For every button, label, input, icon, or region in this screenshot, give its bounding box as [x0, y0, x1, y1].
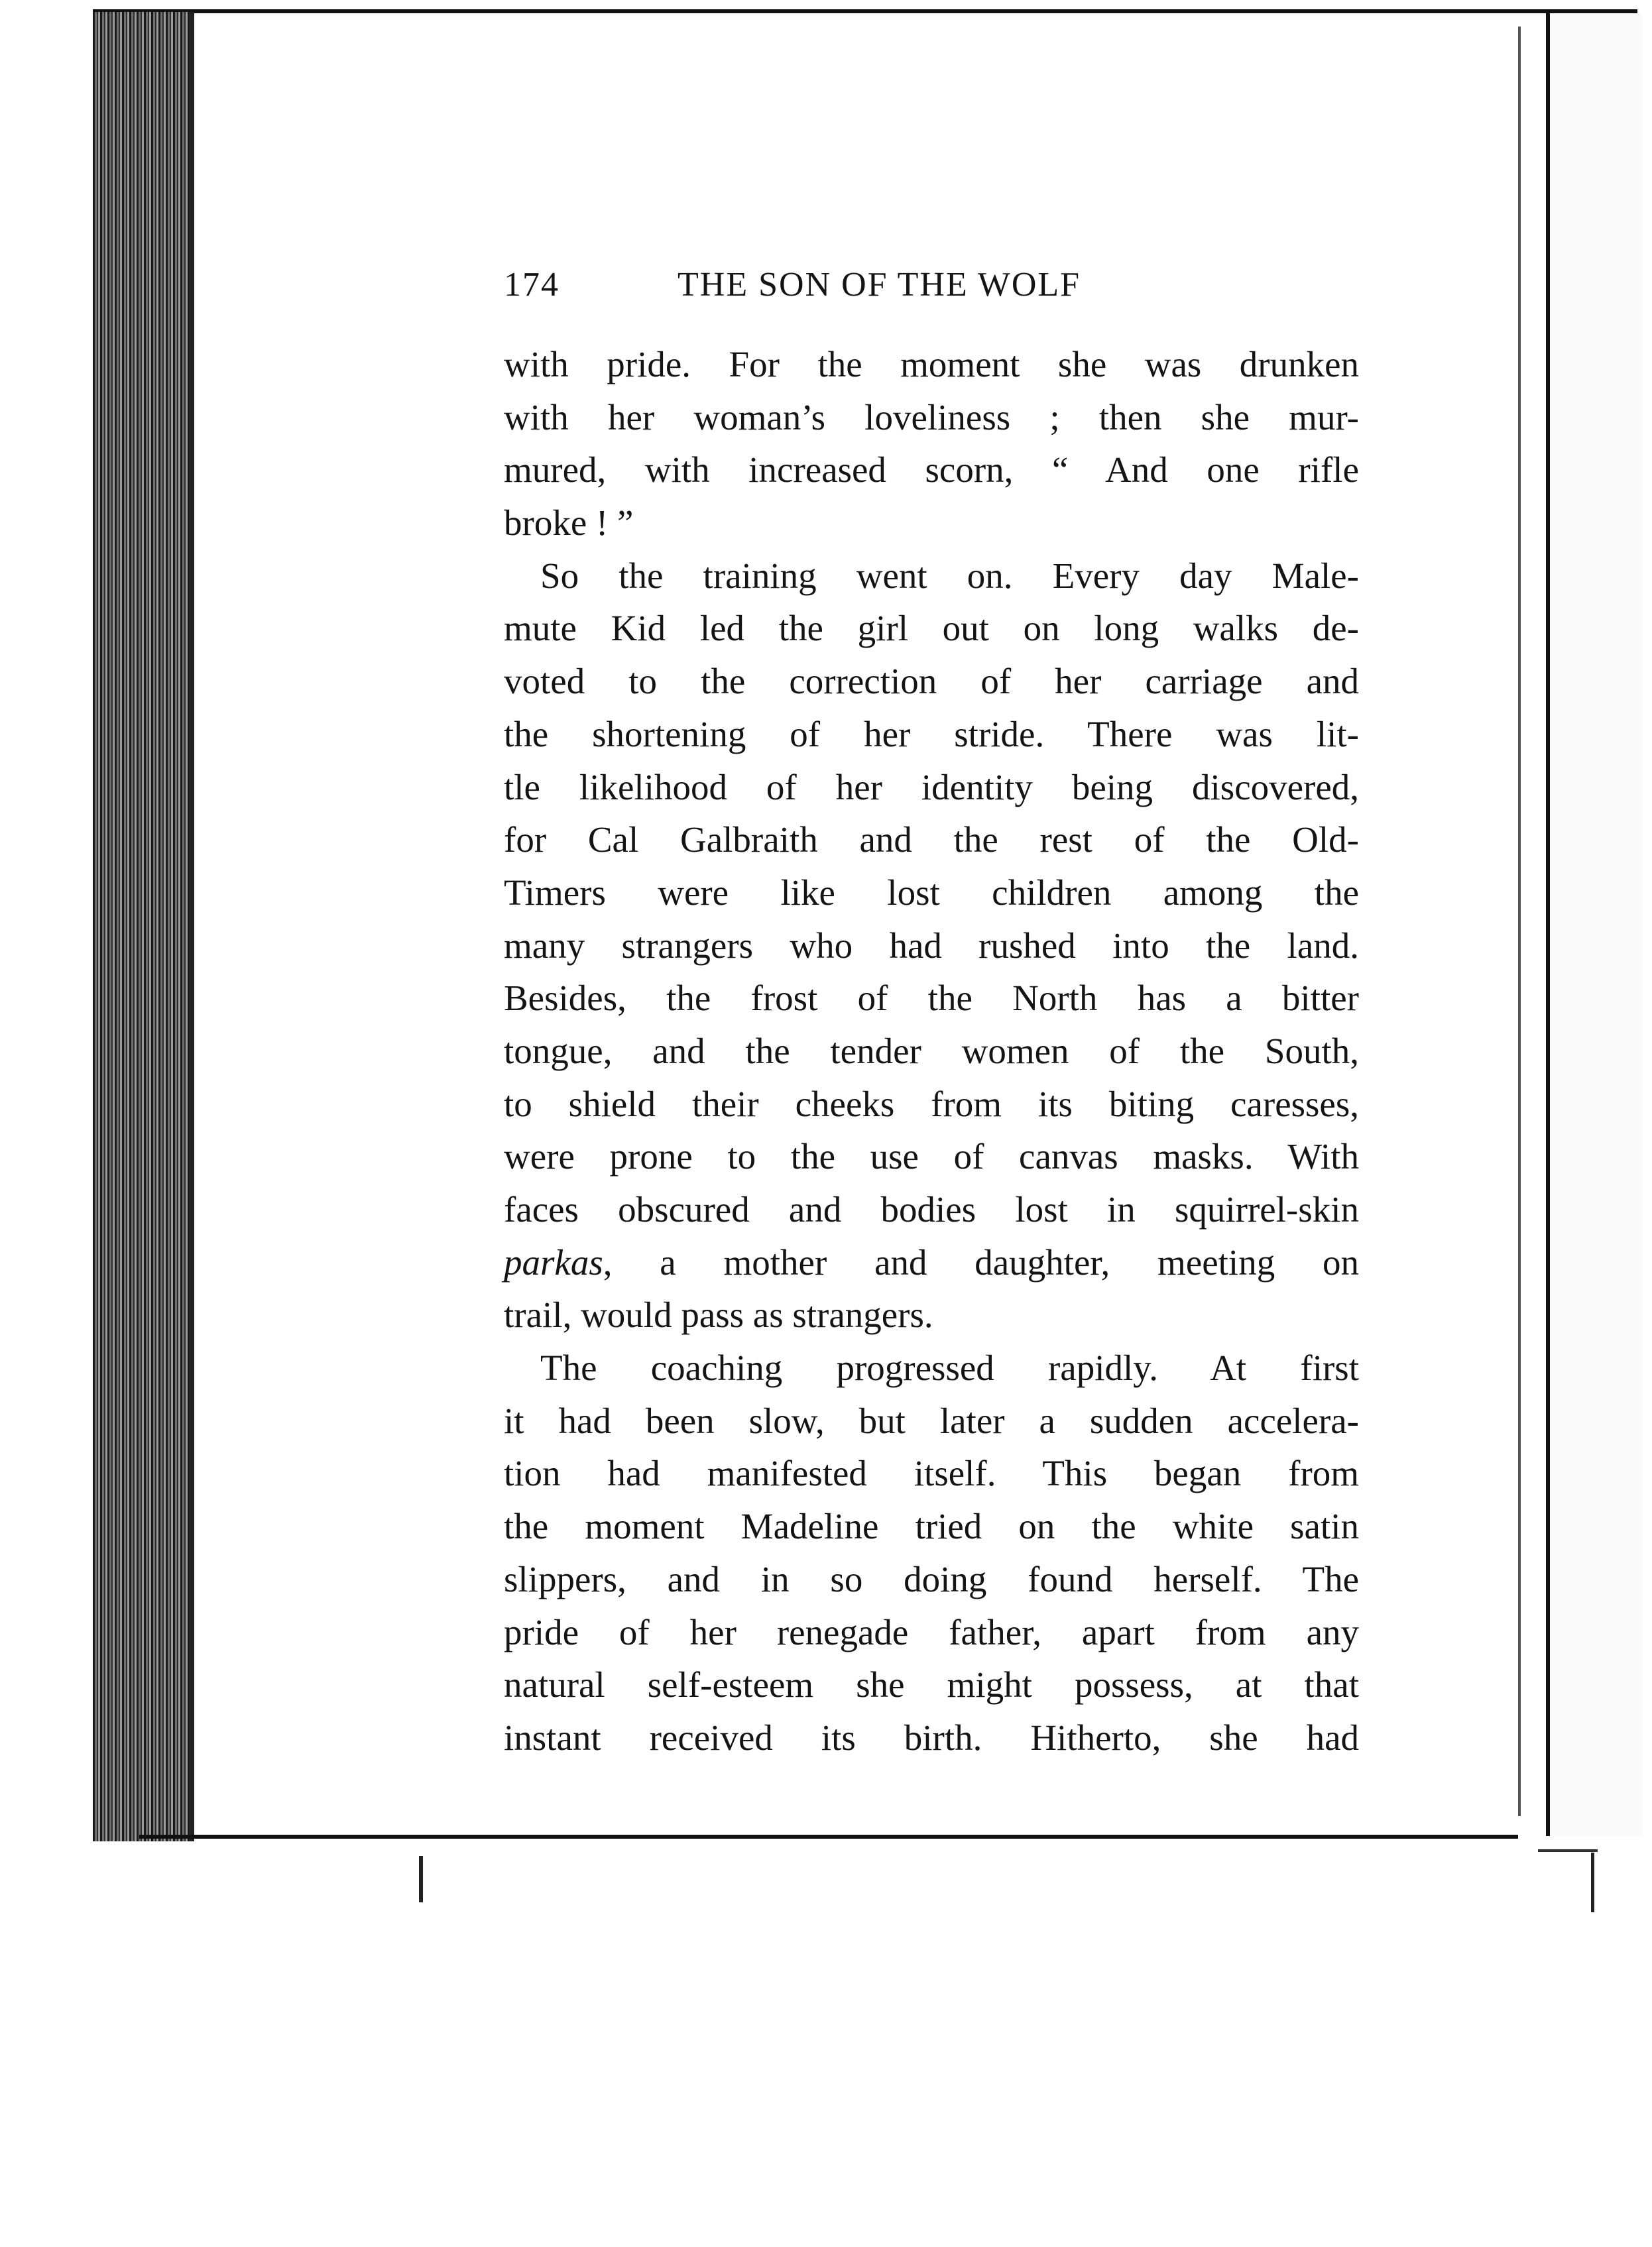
right-page-inner-edge	[1518, 27, 1521, 1816]
text-line: it had been slow, but later a sudden accelera-	[504, 1400, 1359, 1441]
text-line: faces obscured and bodies lost in squirrel-skin	[504, 1189, 1359, 1230]
text-line: the shortening of her stride. There was lit-	[504, 713, 1359, 754]
text-line: Timers were like lost children among the	[504, 872, 1359, 913]
text-line: Besides, the frost of the North has a bitter	[504, 978, 1359, 1019]
scan-artifact-mark	[1591, 1853, 1594, 1912]
text-line: tle likelihood of her identity being discovered,	[504, 766, 1359, 807]
text-line: for Cal Galbraith and the rest of the Old-	[504, 819, 1359, 860]
text-line: mute Kid led the girl out on long walks de-	[504, 608, 1359, 649]
text-line: So the training went on. Every day Male-	[540, 555, 1359, 596]
scan-artifact-mark	[419, 1856, 423, 1902]
text-line: natural self-esteem she might possess, at that	[504, 1664, 1359, 1705]
text-line: to shield their cheeks from its biting caresses,	[504, 1083, 1359, 1124]
text-line: tion had manifested itself. This began from	[504, 1453, 1359, 1494]
text-line: were prone to the use of canvas masks. With	[504, 1136, 1359, 1177]
text-line: with her woman’s loveliness ; then she mur-	[504, 396, 1359, 437]
gutter-shadow	[189, 12, 194, 1841]
text-line: mured, with increased scorn, “ And one rifle	[504, 449, 1359, 490]
body-text	[504, 338, 1359, 1764]
text-line: many strangers who had rushed into the land.	[504, 925, 1359, 966]
italic-word: parkas	[504, 1241, 603, 1283]
text-line: pride of her renegade father, apart from any	[504, 1611, 1359, 1652]
page-top-border	[93, 9, 1637, 13]
page-number: 174	[504, 266, 560, 304]
page-bottom-border	[139, 1835, 1518, 1839]
facing-page-strip	[1550, 13, 1643, 1836]
book-page-edges	[93, 12, 192, 1841]
scan-artifact-mark	[1538, 1849, 1598, 1852]
text-line: the moment Madeline tried on the white satin	[504, 1506, 1359, 1547]
text-line: slippers, and in so doing found herself. The	[504, 1558, 1359, 1599]
text-line: instant received its birth. Hitherto, she had	[504, 1717, 1359, 1758]
text-line: broke ! ”	[504, 502, 634, 544]
text-line: voted to the correction of her carriage and	[504, 661, 1359, 702]
running-title: THE SON OF THE WOLF	[678, 266, 1081, 304]
text-line: with pride. For the moment she was drunken	[504, 344, 1359, 384]
text-line: The coaching progressed rapidly. At first	[540, 1348, 1359, 1389]
text-line: tongue, and the tender women of the South,	[504, 1030, 1359, 1071]
running-head	[504, 265, 1359, 312]
text-line-rest: , a mother and daughter, meeting on	[603, 1241, 1359, 1283]
text-line: trail, would pass as strangers.	[504, 1295, 933, 1336]
text-line	[504, 1236, 1359, 1289]
